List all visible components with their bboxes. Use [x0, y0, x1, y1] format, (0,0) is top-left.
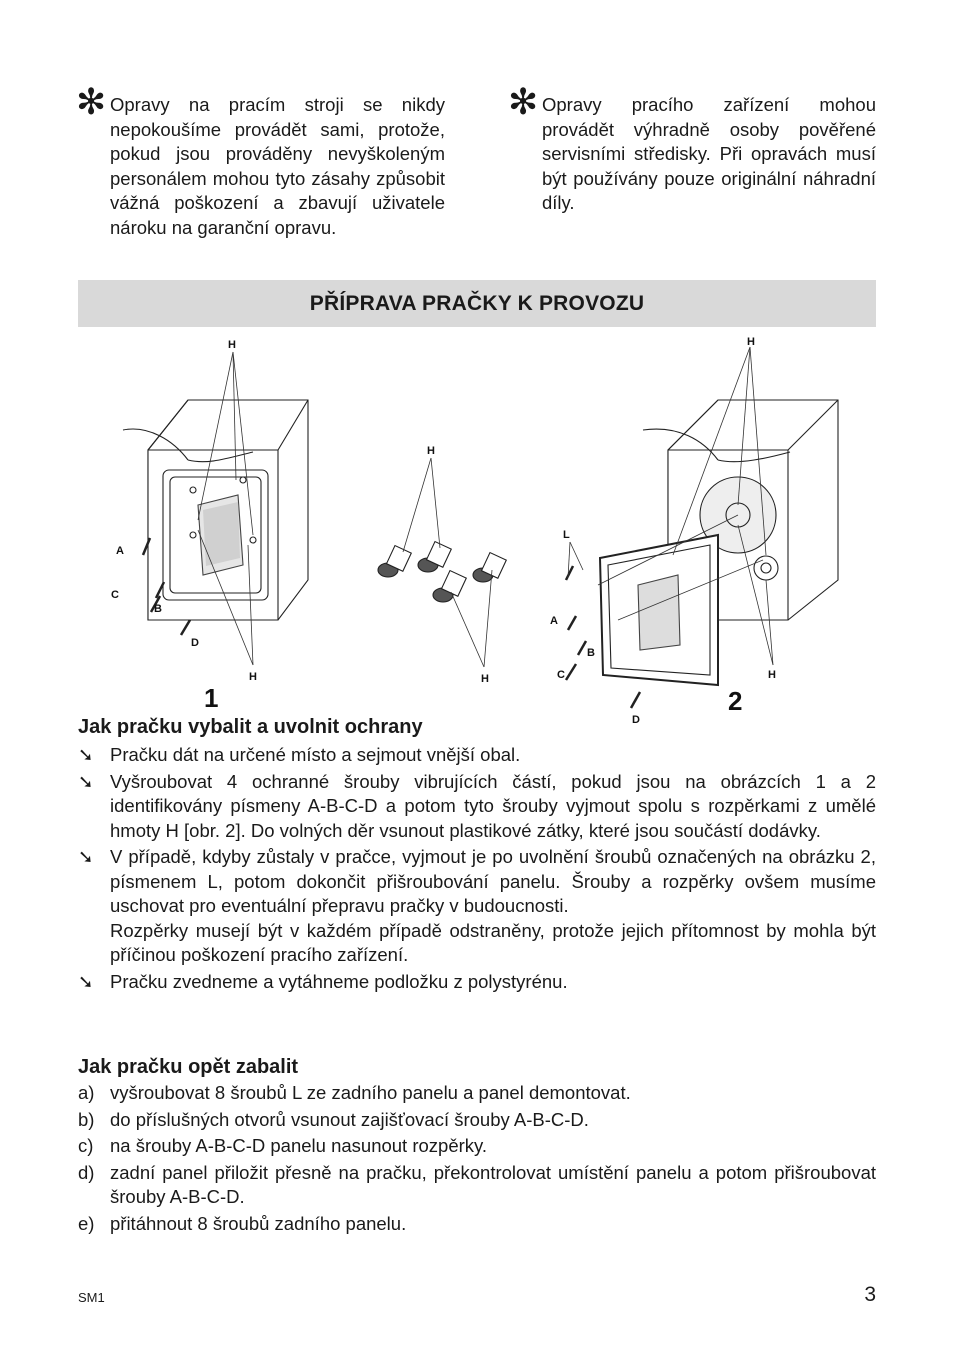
section-title: PŘÍPRAVA PRAČKY K PROVOZU — [309, 291, 645, 315]
list-item-text: Pračku dát na určené místo a sejmout vnější obal. — [110, 744, 521, 765]
arrow-bullet-icon: ➘ — [78, 846, 94, 867]
figure-1-number: 1 — [204, 683, 219, 713]
asterisk-icon: ✻ — [76, 82, 107, 123]
figure-2-machine — [566, 347, 838, 708]
arrow-bullet-icon: ➘ — [78, 744, 94, 765]
list-marker: e) — [78, 1212, 95, 1234]
label-l: L — [563, 529, 570, 541]
label-d: D — [632, 714, 640, 725]
unpack-list — [78, 743, 876, 996]
label-h: H — [481, 673, 489, 685]
figure-1-machine — [123, 352, 308, 665]
label-c: C — [111, 589, 119, 601]
list-item — [78, 845, 876, 968]
list-item — [78, 1108, 876, 1133]
label-b: B — [154, 603, 162, 615]
list-marker: a) — [78, 1082, 95, 1103]
list-item-text: vyšroubovat 8 šroubů L ze zadního panelu a panel demontovat. — [110, 1082, 631, 1103]
list-item — [78, 1161, 876, 1210]
list-item-text: přitáhnout 8 šroubů zadního panelu. — [110, 1212, 407, 1234]
list-item — [78, 970, 876, 995]
list-item — [78, 770, 876, 844]
warning-note-left-text: Opravy na pracím stroji se nikdy nepokoušíme provádět sami, protože, pokud jsou prováděny nevyškoleným personálem mohou tyto zásahy způsobit vážná poškození a zbavují uživatele nároku na garanční opravu. — [110, 94, 445, 238]
label-h: H — [249, 671, 257, 683]
label-a: A — [550, 615, 558, 627]
list-item — [78, 1134, 876, 1159]
page-number: 3 — [864, 1283, 876, 1306]
list-item-text: do příslušných otvorů vsunout zajišťovací šrouby A-B-C-D. — [110, 1108, 589, 1130]
label-b: B — [587, 647, 595, 659]
list-marker: d) — [78, 1161, 95, 1183]
section-title-banner — [78, 280, 876, 327]
list-item-text: Vyšroubovat 4 ochranné šrouby vibrujících částí, pokud jsou na obrázcích 1 a 2 identifikovány písmeny A-B-C-D a potom tyto šrouby vyjmout spolu s rozpěrkami z umělé hmoty H [obr. 2]. Do volných děr vsunout plastikové zátky, které jsou součástí dodávky. — [110, 770, 876, 841]
label-h: H — [768, 669, 776, 681]
list-item — [78, 1081, 876, 1106]
list-item-text: zadní panel přiložit přesně na pračku, překontrolovat umístění panelu a potom přišroubovat šrouby A-B-C-D. — [110, 1161, 876, 1207]
pack-list — [78, 1081, 876, 1238]
list-marker: b) — [78, 1108, 95, 1130]
label-h: H — [228, 339, 236, 351]
label-h: H — [747, 336, 755, 348]
arrow-bullet-icon: ➘ — [78, 770, 94, 792]
footer-code: SM1 — [78, 1290, 105, 1305]
list-item — [78, 743, 876, 768]
label-h: H — [427, 445, 435, 457]
warning-note-right — [508, 82, 876, 216]
asterisk-icon: ✻ — [508, 82, 539, 123]
spacers-h — [378, 458, 506, 667]
list-item-text: Pračku zvedneme a vytáhneme podložku z polystyrénu. — [110, 970, 568, 992]
figure-2-number: 2 — [728, 686, 743, 716]
list-item-text: Rozpěrky musejí být v každém případě odstraněny, protože jejich přítomnost by mohla být příčinou poškození pracího zařízení. — [110, 919, 876, 965]
list-marker: c) — [78, 1135, 94, 1156]
unpack-heading: Jak pračku vybalit a uvolnit ochrany — [78, 716, 423, 738]
installation-illustration — [78, 330, 876, 725]
list-item — [78, 1212, 876, 1237]
label-a: A — [116, 545, 124, 557]
list-item-text: na šrouby A-B-C-D panelu nasunout rozpěrky. — [110, 1135, 488, 1156]
list-item-text: V případě, kdyby zůstaly v pračce, vyjmout je po uvolnění šroubů označených na obrázku 2, písmenem L, potom dokončit přišroubování panelu. Šrouby a rozpěrky ovšem musíme uschovat pro eventuální přepravu pračky v budoucnosti. — [110, 846, 876, 916]
label-d: D — [191, 637, 199, 649]
label-c: C — [557, 669, 565, 681]
warning-note-right-text: Opravy pracího zařízení mohou provádět výhradně osoby pověřené servisními středisky. Při opravách musí být používány pouze originální náhradní díly. — [542, 94, 876, 213]
pack-heading: Jak pračku opět zabalit — [78, 1056, 299, 1078]
arrow-bullet-icon: ➘ — [78, 970, 94, 992]
warning-note-left — [76, 82, 445, 240]
